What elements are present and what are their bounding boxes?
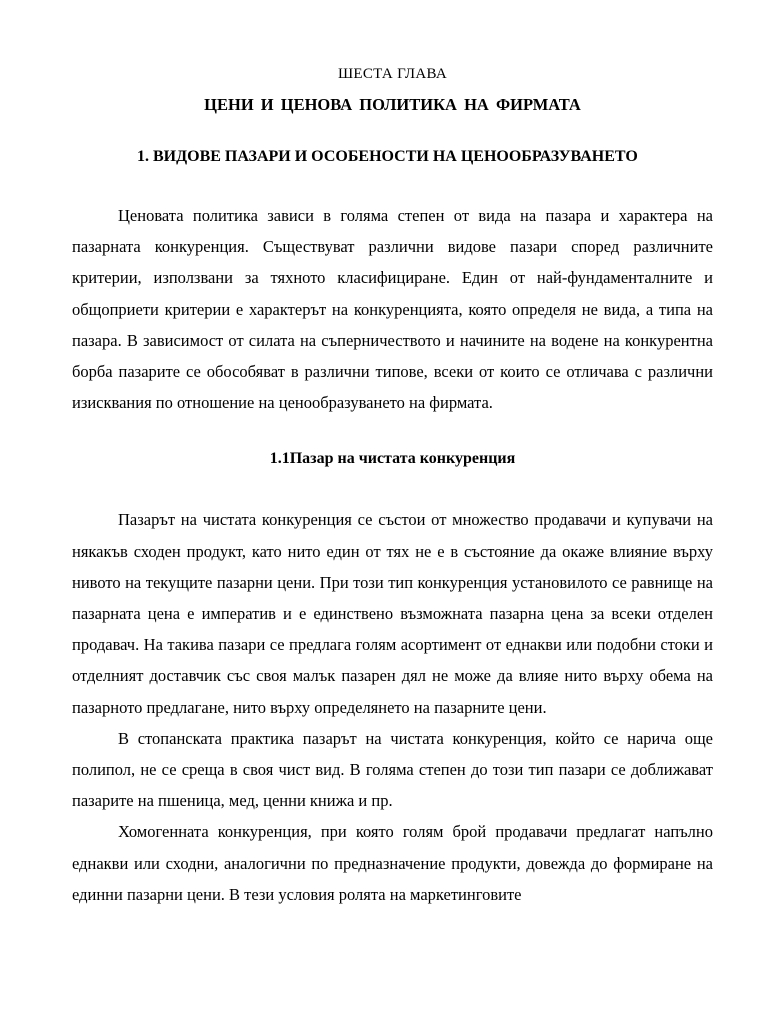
paragraph: Хомогенната конкуренция, при която голям брой продавачи предлагат напълно еднакви или сходни, аналогични по предназначение продукти, довежда до формиране на единни пазарни цени. В тези условия ролята на маркетинговите bbox=[72, 822, 713, 904]
section-heading: 1. ВИДОВЕ ПАЗАРИ И ОСОБЕНОСТИ НА ЦЕНООБРАЗУВАНЕТО bbox=[137, 148, 638, 165]
chapter-title: ЦЕНИ И ЦЕНОВА ПОЛИТИКА НА ФИРМАТА bbox=[204, 95, 581, 114]
paragraph: В стопанската практика пазарът на чистата конкуренция, който се нарича още полипол, не се среща в своя чист вид. В голяма степен до този тип пазари се доближават пазарите на пшеница, мед, ценни книжа и пр. bbox=[72, 728, 713, 811]
chapter-label: ШЕСТА ГЛАВА bbox=[337, 66, 448, 82]
paragraph: Ценовата политика зависи в голяма степен от вида на пазара и характера на пазарната конкуренция. Съществуват различни видове пазари според различните критерии, използвани за тяхното класифициране. Един от най-фундаменталните и общоприети критерии е характерът на конкуренцията, която определя не вида, а типа на пазара. В зависимост от силата на съперничеството и начините на водене на конкурентна борба пазарите се обособяват в различни типове, всеки от които се отличава с различни изисквания по отношение на ценообразуването на фирмата. bbox=[72, 206, 713, 413]
paragraph: Пазарът на чистата конкуренция се състои от множество продавачи и купувачи на някакъв сходен продукт, като нито един от тях не е в състояние да окаже влияние върху нивото на текущите пазарни цени. При този тип конкуренция установилото се равнище на пазарната цена е императив и е единствено възможната пазарна цена за всеки отделен продавач. На такива пазари се предлага голям асортимент от еднакви или подобни стоки и отделният доставчик със своя малък пазарен дял не може да влияе нито върху обема на пазарното предлагане, нито върху определянето на пазарните цени. bbox=[72, 510, 713, 717]
subsection-heading: 1.1Пазар на чистата конкуренция bbox=[269, 450, 516, 468]
